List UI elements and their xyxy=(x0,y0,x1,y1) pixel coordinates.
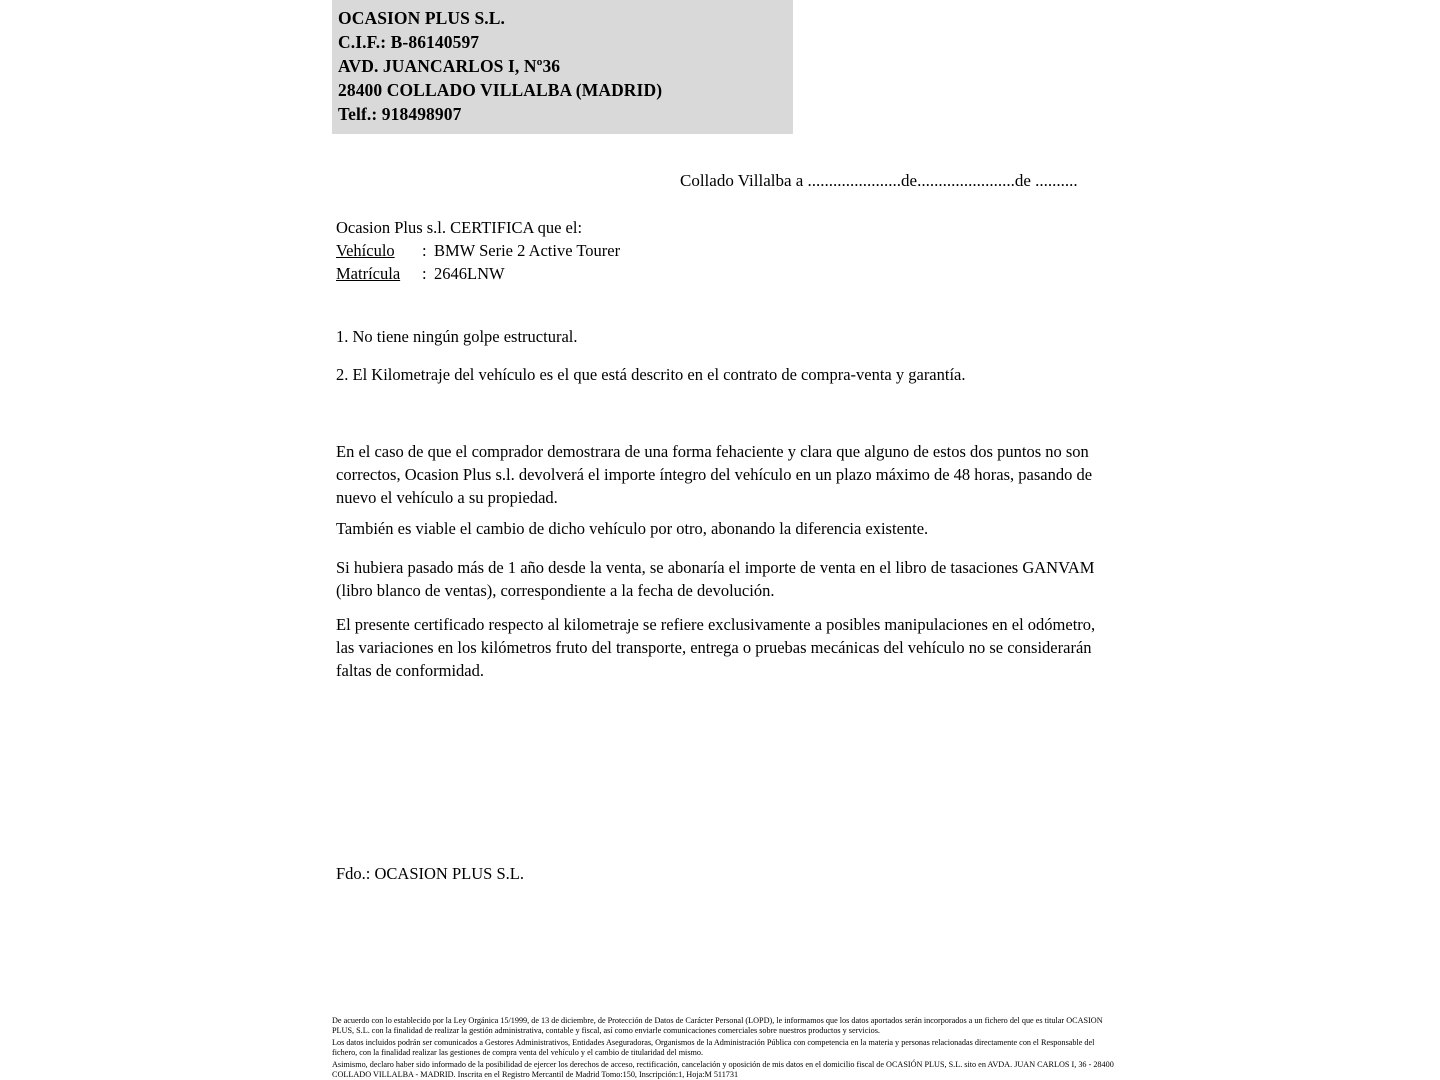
letterhead-block xyxy=(332,0,793,134)
body-paragraph-1: En el caso de que el comprador demostrara de una forma fehaciente y clara que alguno de estos dos puntos no son correctos, Ocasion Plus s.l. devolverá el importe íntegro del vehículo en un plazo máximo de 48 horas, pasando de nuevo el vehículo a su propiedad. xyxy=(336,442,1093,507)
legal-footer xyxy=(332,1016,1114,1080)
vehicle-label: Vehículo xyxy=(336,241,395,260)
plate-row xyxy=(336,262,620,285)
plate-separator: : xyxy=(422,264,427,283)
body-paragraph-3: Si hubiera pasado más de 1 año desde la venta, se abonaría el importe de venta en el libro de tasaciones GANVAM (libro blanco de ventas), correspondiente a la fecha de devolución. xyxy=(336,558,1095,600)
point-item-1: 1. No tiene ningún golpe estructural. xyxy=(336,327,578,346)
company-street: AVD. JUANCARLOS I, Nº36 xyxy=(338,56,561,76)
body-paragraph-2: También es viable el cambio de dicho vehículo por otro, abonando la diferencia existente. xyxy=(336,519,929,538)
signature-line: Fdo.: OCASION PLUS S.L. xyxy=(336,864,524,883)
certification-intro: Ocasion Plus s.l. CERTIFICA que el: xyxy=(336,218,583,237)
plate-label: Matrícula xyxy=(336,264,401,283)
point-item-2: 2. El Kilometraje del vehículo es el que está descrito en el contrato de compra-venta y garantía. xyxy=(336,365,966,384)
body-paragraph-4: El presente certificado respecto al kilometraje se refiere exclusivamente a posibles manipulaciones en el odómetro, las variaciones en los kilómetros fruto del transporte, entrega o pruebas mecánicas del vehículo no se considerarán faltas de conformidad. xyxy=(336,615,1096,680)
date-line: Collado Villalba a ......................de.......................de .......... xyxy=(680,171,1078,190)
vehicle-row xyxy=(336,239,620,262)
certification-block xyxy=(336,216,620,285)
legal-paragraph-1: De acuerdo con lo establecido por la Ley Orgánica 15/1999, de 13 de diciembre, de Protección de Datos de Carácter Personal (LOPD), le informamos que los datos aportados serán incorporados a un fichero del que es titular OCASION PLUS, S.L. con la finalidad de realizar la gestión administrativa, contable y fiscal, así como enviarle comunicaciones comerciales sobre nuestros productos y servicios. xyxy=(332,1016,1103,1035)
company-phone: Telf.: 918498907 xyxy=(338,104,462,124)
company-cif: C.I.F.: B-86140597 xyxy=(338,32,480,52)
company-city: 28400 COLLADO VILLALBA (MADRID) xyxy=(338,80,663,100)
legal-paragraph-2: Los datos incluidos podrán ser comunicados a Gestores Administrativos, Entidades Aseguradoras, Organismos de la Administración Pública con competencia en la materia y personas relacionadas directamente con el Responsable del fichero, con la finalidad realizar las gestiones de compra venta del vehículo y el cambio de titularidad del mismo. xyxy=(332,1038,1095,1057)
legal-paragraph-3: Asimismo, declaro haber sido informado de la posibilidad de ejercer los derechos de acceso, rectificación, cancelación y oposición de mis datos en el domicilio fiscal de OCASIÓN PLUS, S.L. sito en AVDA. JUAN CARLOS I, 36 - 28400 COLLADO VILLALBA - MADRID. Inscrita en el Registro Mercantil de Madrid Tomo:150, Inscripción:1, Hoja:M 511731 xyxy=(332,1060,1114,1079)
company-name: OCASION PLUS S.L. xyxy=(338,8,506,28)
plate-value: 2646LNW xyxy=(434,264,505,283)
vehicle-separator: : xyxy=(422,241,427,260)
vehicle-value: BMW Serie 2 Active Tourer xyxy=(434,241,621,260)
